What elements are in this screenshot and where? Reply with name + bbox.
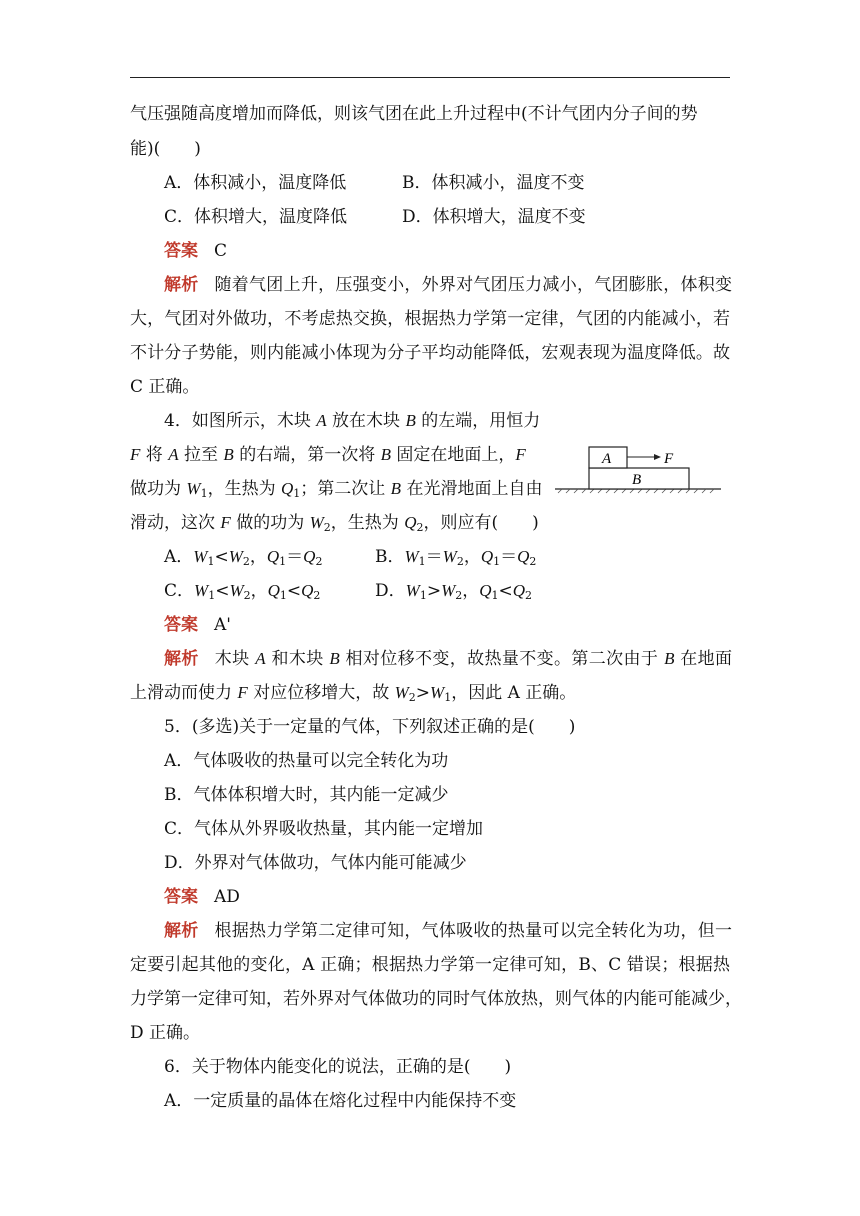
q4-option-b: B．$W_1=W_2$，$Q_1=Q_2$	[375, 547, 537, 568]
q3-analysis-line4: C 正确。	[130, 377, 200, 397]
answer-value: A'	[214, 615, 231, 635]
answer-label: 答案	[164, 615, 198, 635]
q3-option-a: A．体积减小，温度降低	[164, 173, 347, 193]
q4-stem-line4: 滑动，这次 F 做的功为 $W_2$，生热为 $Q_2$，则应有( )	[130, 513, 539, 534]
header-rule	[130, 77, 730, 78]
q6-option-a: A．一定质量的晶体在熔化过程中内能保持不变	[164, 1091, 517, 1111]
q3-stem-line1: 气压强随高度增加而降低，则该气团在此上升过程中(不计气团内分子间的势	[130, 104, 698, 124]
q5-option-b: B．气体体积增大时，其内能一定减少	[164, 785, 449, 805]
q3-answer	[164, 240, 227, 262]
q4-option-d: D．$W_1>W_2$，$Q_1<Q_2$	[375, 581, 533, 602]
q5-answer	[164, 886, 240, 908]
q4-figure	[555, 444, 721, 494]
q4-option-c: C．$W_1<W_2$，$Q_1<Q_2$	[164, 581, 321, 602]
q3-analysis-line1: 解析 随着气团上升，压强变小，外界对气团压力减小，气团膨胀，体积变	[164, 275, 733, 295]
answer-label: 答案	[164, 887, 198, 907]
q6-stem: 6．关于物体内能变化的说法，正确的是( )	[164, 1057, 512, 1077]
q5-analysis-line1: 解析 根据热力学第二定律可知，气体吸收的热量可以完全转化为功，但一	[164, 921, 733, 941]
q5-option-a: A．气体吸收的热量可以完全转化为功	[164, 751, 449, 771]
answer-label: 答案	[164, 241, 198, 261]
answer-value: C	[214, 241, 228, 261]
q5-analysis-line3: 力学第一定律可知，若外界对气体做功的同时气体放热，则气体的内能可能减少，	[130, 989, 742, 1009]
q5-option-d: D．外界对气体做功，气体内能可能减少	[164, 853, 467, 873]
q5-analysis-line2: 定要引起其他的变化，A 正确；根据热力学第一定律可知，B、C 错误；根据热	[130, 955, 730, 975]
q4-stem-line1: 4．如图所示，木块 A 放在木块 B 的左端，用恒力	[164, 411, 541, 431]
q3-option-c: C．体积增大，温度降低	[164, 207, 348, 227]
q4-analysis-line2: 上滑动而使力 F 对应位移增大，故 $W_2>W_1$，因此 A 正确。	[130, 683, 577, 704]
force-label: F	[664, 451, 674, 467]
q4-stem-line2: F 将 A 拉至 B 的右端，第一次将 B 固定在地面上，F	[130, 445, 526, 465]
q5-stem: 5．(多选)关于一定量的气体，下列叙述正确的是( )	[164, 717, 576, 737]
q3-option-d: D．体积增大，温度不变	[402, 207, 586, 227]
q3-analysis-line3: 不计分子势能，则内能减小体现为分子平均动能降低，宏观表现为温度降低。故	[130, 343, 730, 363]
q5-option-c: C．气体从外界吸收热量，其内能一定增加	[164, 819, 484, 839]
q4-stem-line3: 做功为 $W_1$，生热为 $Q_1$；第二次让 B 在光滑地面上自由	[130, 479, 543, 500]
q4-analysis-line1: 解析 木块 A 和木块 B 相对位移不变，故热量不变。第二次由于 B 在地面	[164, 649, 733, 669]
q3-analysis-line2: 大，气团对外做功，不考虑热交换，根据热力学第一定律，气团的内能减小，若	[130, 309, 730, 329]
answer-value: AD	[214, 887, 240, 907]
q3-stem-line2: 能)( )	[130, 139, 201, 159]
q3-option-b: B．体积减小，温度不变	[402, 173, 585, 193]
q4-option-a: A．$W_1<W_2$，$Q_1=Q_2$	[164, 547, 323, 568]
q4-answer	[164, 614, 231, 636]
analysis-label: 解析	[164, 275, 199, 295]
block-a-label: A	[602, 451, 612, 467]
analysis-label: 解析	[164, 921, 199, 941]
q5-analysis-line4: D 正确。	[130, 1023, 201, 1043]
block-b-label: B	[632, 472, 642, 488]
analysis-label: 解析	[164, 649, 199, 669]
